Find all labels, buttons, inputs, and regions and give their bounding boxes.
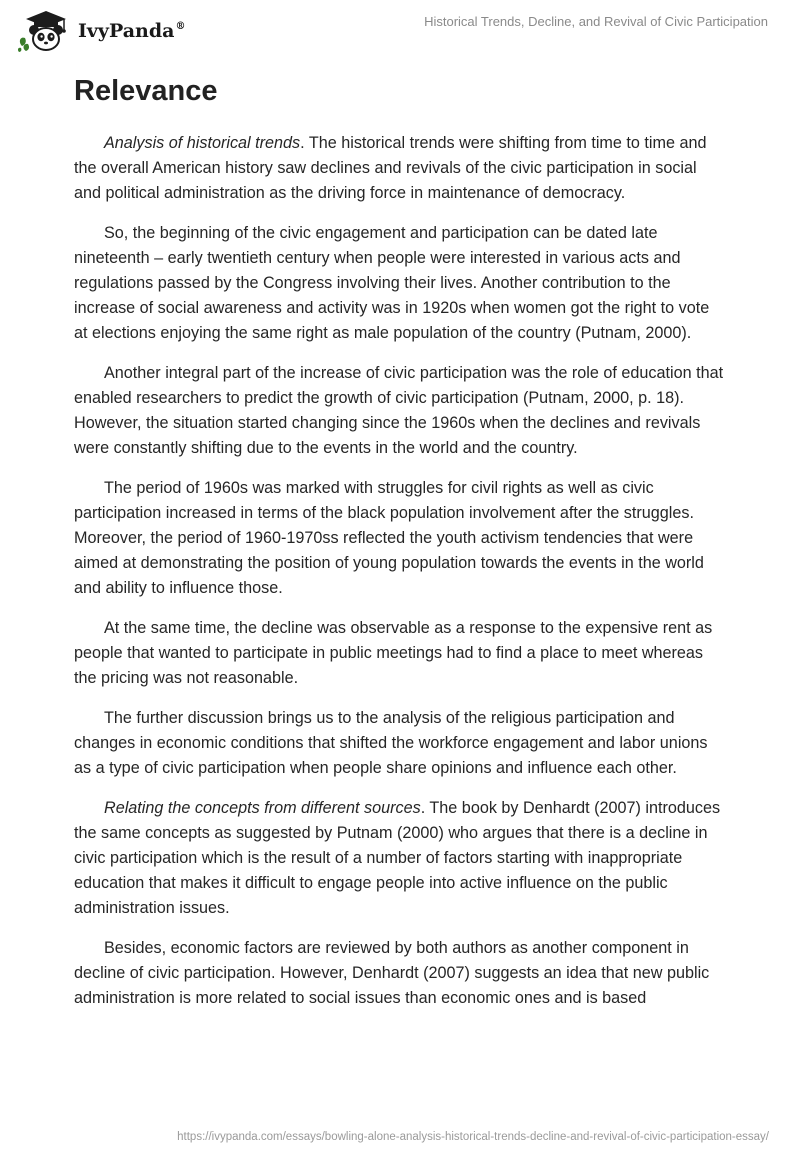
paragraph — [74, 796, 726, 921]
paragraph-lead: Relating the concepts from different sources — [104, 799, 421, 817]
ivypanda-logo-icon[interactable] — [16, 8, 76, 54]
paragraph — [74, 936, 726, 1011]
paragraph — [74, 131, 726, 206]
paragraph-text: At the same time, the decline was observable as a response to the expensive rent as people that wanted to participate in public meetings had to find a place to meet whereas the pricing was not reasonable. — [74, 619, 713, 687]
paragraph-text: Another integral part of the increase of civic participation was the role of education that enabled researchers to predict the growth of civic participation (Putnam, 2000, p. 18). However, the situation started changing since the 1960s when the declines and revivals were constantly shifting due to the events in the world and the country. — [74, 364, 724, 457]
brand-name[interactable]: IvyPanda® — [78, 20, 186, 42]
running-title: Historical Trends, Decline, and Revival of Civic Participation — [424, 14, 768, 29]
paragraph — [74, 706, 726, 781]
paragraph-text: . The book by Denhardt (2007) introduces the same concepts as suggested by Putnam (2000) who argues that there is a decline in civic participation which is the result of a number of factors starting with inappropriate education that makes it difficult to engage people into active influence on the public administration issues. — [74, 799, 721, 917]
paragraph-text: . The historical trends were shifting from time to time and the overall American history saw declines and revivals of the civic participation in social and political administration as the driving force in maintenance of democracy. — [74, 134, 707, 202]
paragraph-text: The further discussion brings us to the analysis of the religious participation and changes in economic conditions that shifted the workforce engagement and labor unions as a type of civic participation when people share opinions and influence each other. — [74, 709, 708, 777]
paragraph-text: Besides, economic factors are reviewed by both authors as another component in decline of civic participation. However, Denhardt (2007) suggests an idea that new public administration is more related to social issues than economic ones and is based — [74, 939, 710, 1007]
paragraph-lead: Analysis of historical trends — [104, 134, 301, 152]
paragraph — [74, 616, 726, 691]
essay-body — [74, 131, 726, 1026]
section-heading: Relevance — [74, 75, 218, 107]
page-header — [0, 0, 800, 70]
paragraph — [74, 221, 726, 346]
paragraph-text: The period of 1960s was marked with struggles for civil rights as well as civic participation increased in terms of the black population involvement after the struggles. Moreover, the period of 1960-1970ss reflected the youth activism tendencies that were aimed at demonstrating the position of young population towards the events in the world and ability to influence those. — [74, 479, 704, 597]
paragraph — [74, 361, 726, 461]
source-url-link[interactable]: https://ivypanda.com/essays/bowling-alone-analysis-historical-trends-decline-and-revival-of-civic-participation-essay/ — [177, 1131, 769, 1143]
paragraph — [74, 476, 726, 601]
paragraph-text: So, the beginning of the civic engagement and participation can be dated late nineteenth – early twentieth century when people were interested in various acts and regulations passed by the Congress involving their lives. Another contribution to the increase of social awareness and activity was in 1920s when women got the right to vote at elections enjoying the same right as male population of the country (Putnam, 2000). — [74, 224, 710, 342]
